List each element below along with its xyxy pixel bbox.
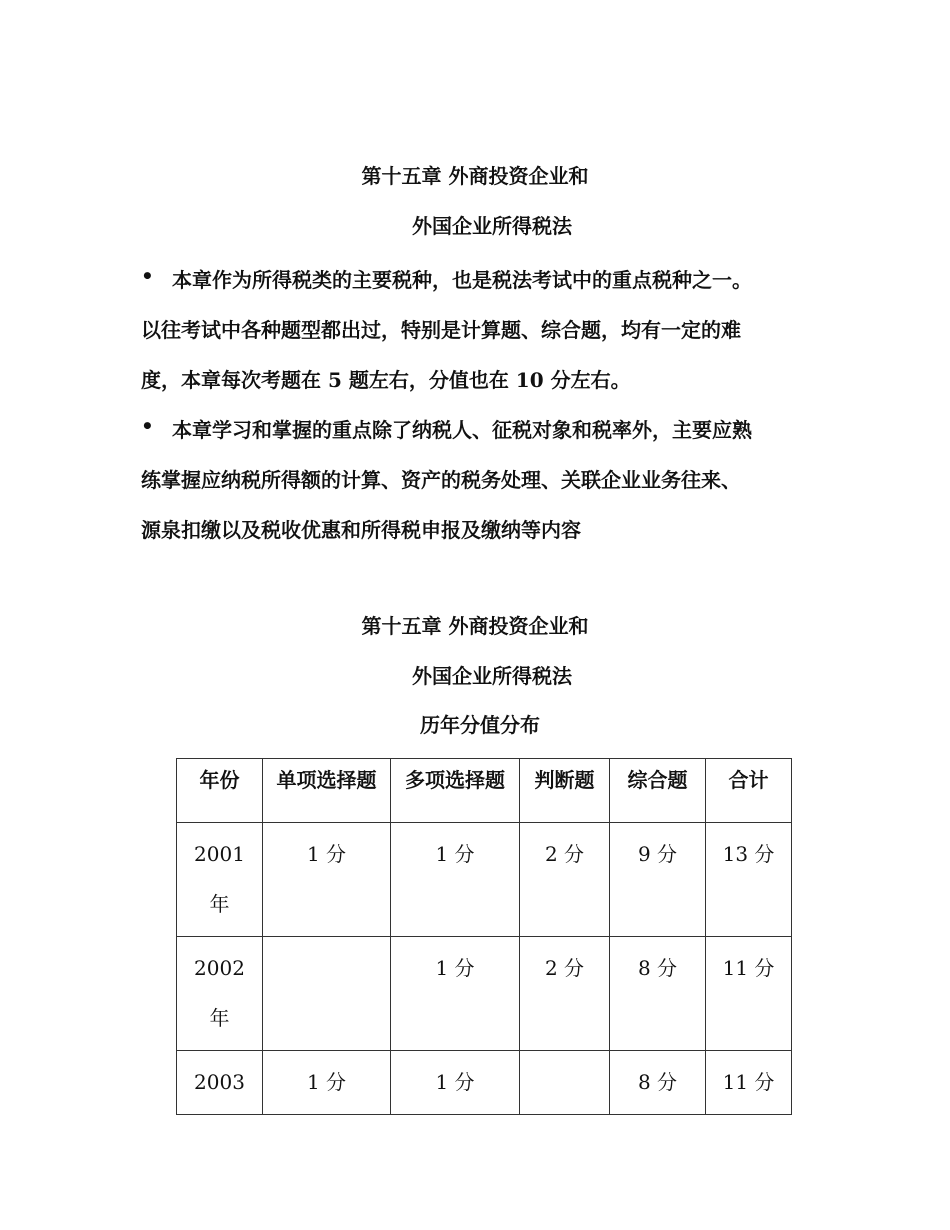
year-number: 2001 (194, 842, 245, 866)
bullet1-line1: 本章作为所得税类的主要税种，也是税法考试中的重点税种之一。 (172, 268, 752, 292)
cell-year (177, 823, 263, 937)
header-multiple-choice: 多项选择题 (391, 759, 520, 823)
year-suffix: 年 (209, 892, 230, 916)
score-distribution-table (176, 758, 792, 1115)
bullet-point: • (141, 414, 154, 438)
section2-title-line3: 历年分值分布 (420, 713, 540, 737)
table-header-row (177, 759, 792, 823)
cell-judge (520, 1051, 610, 1115)
bullet2-line1: 本章学习和掌握的重点除了纳税人、征税对象和税率外，主要应熟 (172, 418, 752, 442)
section1-title-line2: 外国企业所得税法 (412, 214, 572, 238)
section1-title-line1: 第十五章 外商投资企业和 (361, 164, 589, 188)
table-row (177, 823, 792, 937)
table-row (177, 1051, 792, 1115)
cell-multiple: 1 分 (391, 937, 520, 1051)
cell-multiple: 1 分 (391, 1051, 520, 1115)
cell-total: 11 分 (706, 1051, 792, 1115)
year-suffix: 年 (209, 1006, 230, 1030)
cell-total: 13 分 (706, 823, 792, 937)
cell-judge: 2 分 (520, 937, 610, 1051)
header-comprehensive: 综合题 (610, 759, 706, 823)
cell-comprehensive: 8 分 (610, 1051, 706, 1115)
cell-total: 11 分 (706, 937, 792, 1051)
header-total: 合计 (706, 759, 792, 823)
bullet1-line3: 度，本章每次考题在 5 题左右，分值也在 10 分左右。 (141, 368, 631, 392)
header-single-choice: 单项选择题 (263, 759, 391, 823)
header-year: 年份 (177, 759, 263, 823)
table-row (177, 937, 792, 1051)
header-true-false: 判断题 (520, 759, 610, 823)
bullet2-line3: 源泉扣缴以及税收优惠和所得税申报及缴纳等内容 (141, 518, 581, 542)
cell-comprehensive: 9 分 (610, 823, 706, 937)
bullet-point: • (141, 264, 154, 288)
year-number: 2003 (194, 1070, 245, 1094)
cell-comprehensive: 8 分 (610, 937, 706, 1051)
bullet1-line2: 以往考试中各种题型都出过，特别是计算题、综合题，均有一定的难 (141, 318, 741, 342)
cell-single: 1 分 (263, 1051, 391, 1115)
cell-year (177, 937, 263, 1051)
bullet2-line2: 练掌握应纳税所得额的计算、资产的税务处理、关联企业业务往来、 (141, 468, 741, 492)
cell-single: 1 分 (263, 823, 391, 937)
cell-judge: 2 分 (520, 823, 610, 937)
cell-single (263, 937, 391, 1051)
cell-multiple: 1 分 (391, 823, 520, 937)
cell-year (177, 1051, 263, 1115)
section2-title-line1: 第十五章 外商投资企业和 (361, 614, 589, 638)
year-number: 2002 (194, 956, 245, 980)
section2-title-line2: 外国企业所得税法 (412, 664, 572, 688)
